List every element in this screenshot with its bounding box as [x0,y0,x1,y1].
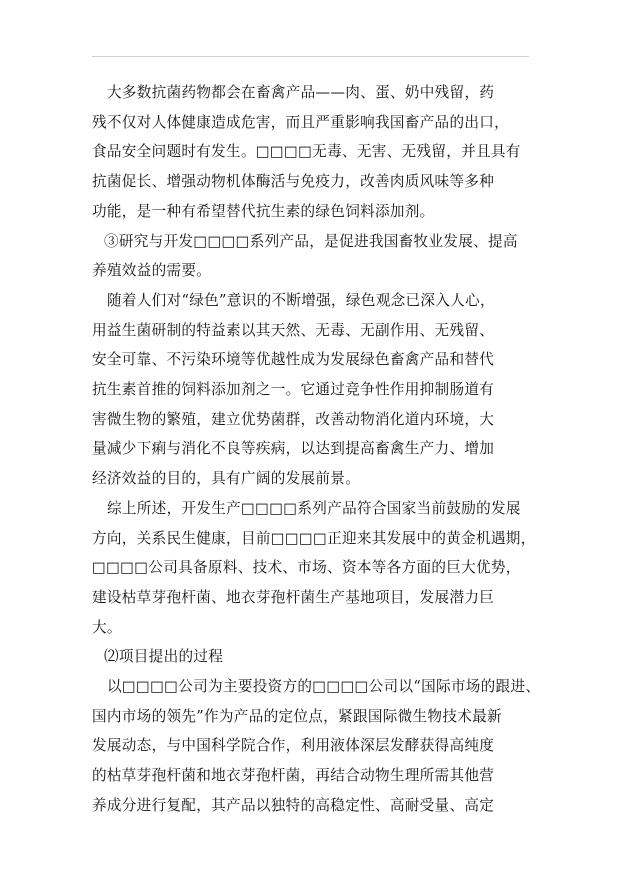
header-rule [92,56,529,57]
document-body [92,78,541,821]
text-line: 功能，是一种有希望替代抗生素的绿色饲料添加剂。 [92,202,435,220]
text-line: 养成分进行复配，其产品以独特的高稳定性、高耐受量、高定 [92,796,495,814]
text-line: 抗生素首推的饲料添加剂之一。它通过竞争性作用抑制肠道有 [92,381,495,399]
text-line: 害微生物的繁殖，建立优势菌群，改善动物消化道内环境，大 [92,410,495,428]
text-line: 抗菌促长、增强动物机体酶活与免疫力，改善肉质风味等多种 [92,173,495,191]
text-line: 发展动态，与中国科学院合作，利用液体深层发酵获得高纯度 [92,737,495,755]
text-line: 综上所述，开发生产□□□□系列产品符合国家当前鼓励的发展 [107,499,521,517]
text-line: 量减少下痢与消化不良等疾病，以达到提高畜禽生产力、增加 [92,440,495,458]
text-line: 的枯草芽孢杆菌和地衣芽孢杆菌，再结合动物生理所需其他营 [92,767,495,785]
text-line: 方向，关系民生健康，目前□□□□正迎来其发展中的黄金机遇期， [92,529,536,547]
section-heading: ⑵项目提出的过程 [104,648,224,666]
text-line: 经济效益的目的，具有广阔的发展前景。 [92,470,361,488]
text-line: 随着人们对“绿色”意识的不断增强，绿色观念已深入人心， [107,291,495,309]
text-line: 国内市场的领先”作为产品的定位点，紧跟国际微生物技术最新 [92,707,502,725]
text-line: 食品安全问题时有发生。□□□□无毒、无害、无残留，并且具有 [92,143,521,161]
text-line: 以□□□□公司为主要投资方的□□□□公司以“国际市场的跟进、 [107,678,541,696]
text-line: 大。 [92,618,122,636]
text-line: 养殖效益的需要。 [92,262,212,280]
text-line: ③研究与开发□□□□系列产品，是促进我国畜牧业发展、提高 [104,232,518,250]
text-line: □□□□公司具备原料、技术、市场、资本等各方面的巨大优势， [92,559,521,577]
text-line: 用益生菌研制的特益素以其天然、无毒、无副作用、无残留、 [92,321,495,339]
text-line: 安全可靠、不污染环境等优越性成为发展绿色畜禽产品和替代 [92,351,495,369]
text-line: 大多数抗菌药物都会在畜禽产品——肉、蛋、奶中残留，药 [107,84,495,101]
text-line: 残不仅对人体健康造成危害，而且严重影响我国畜产品的出口， [92,113,510,131]
text-line: 建设枯草芽孢杆菌、地衣芽孢杆菌生产基地项目，发展潜力巨 [92,588,495,606]
